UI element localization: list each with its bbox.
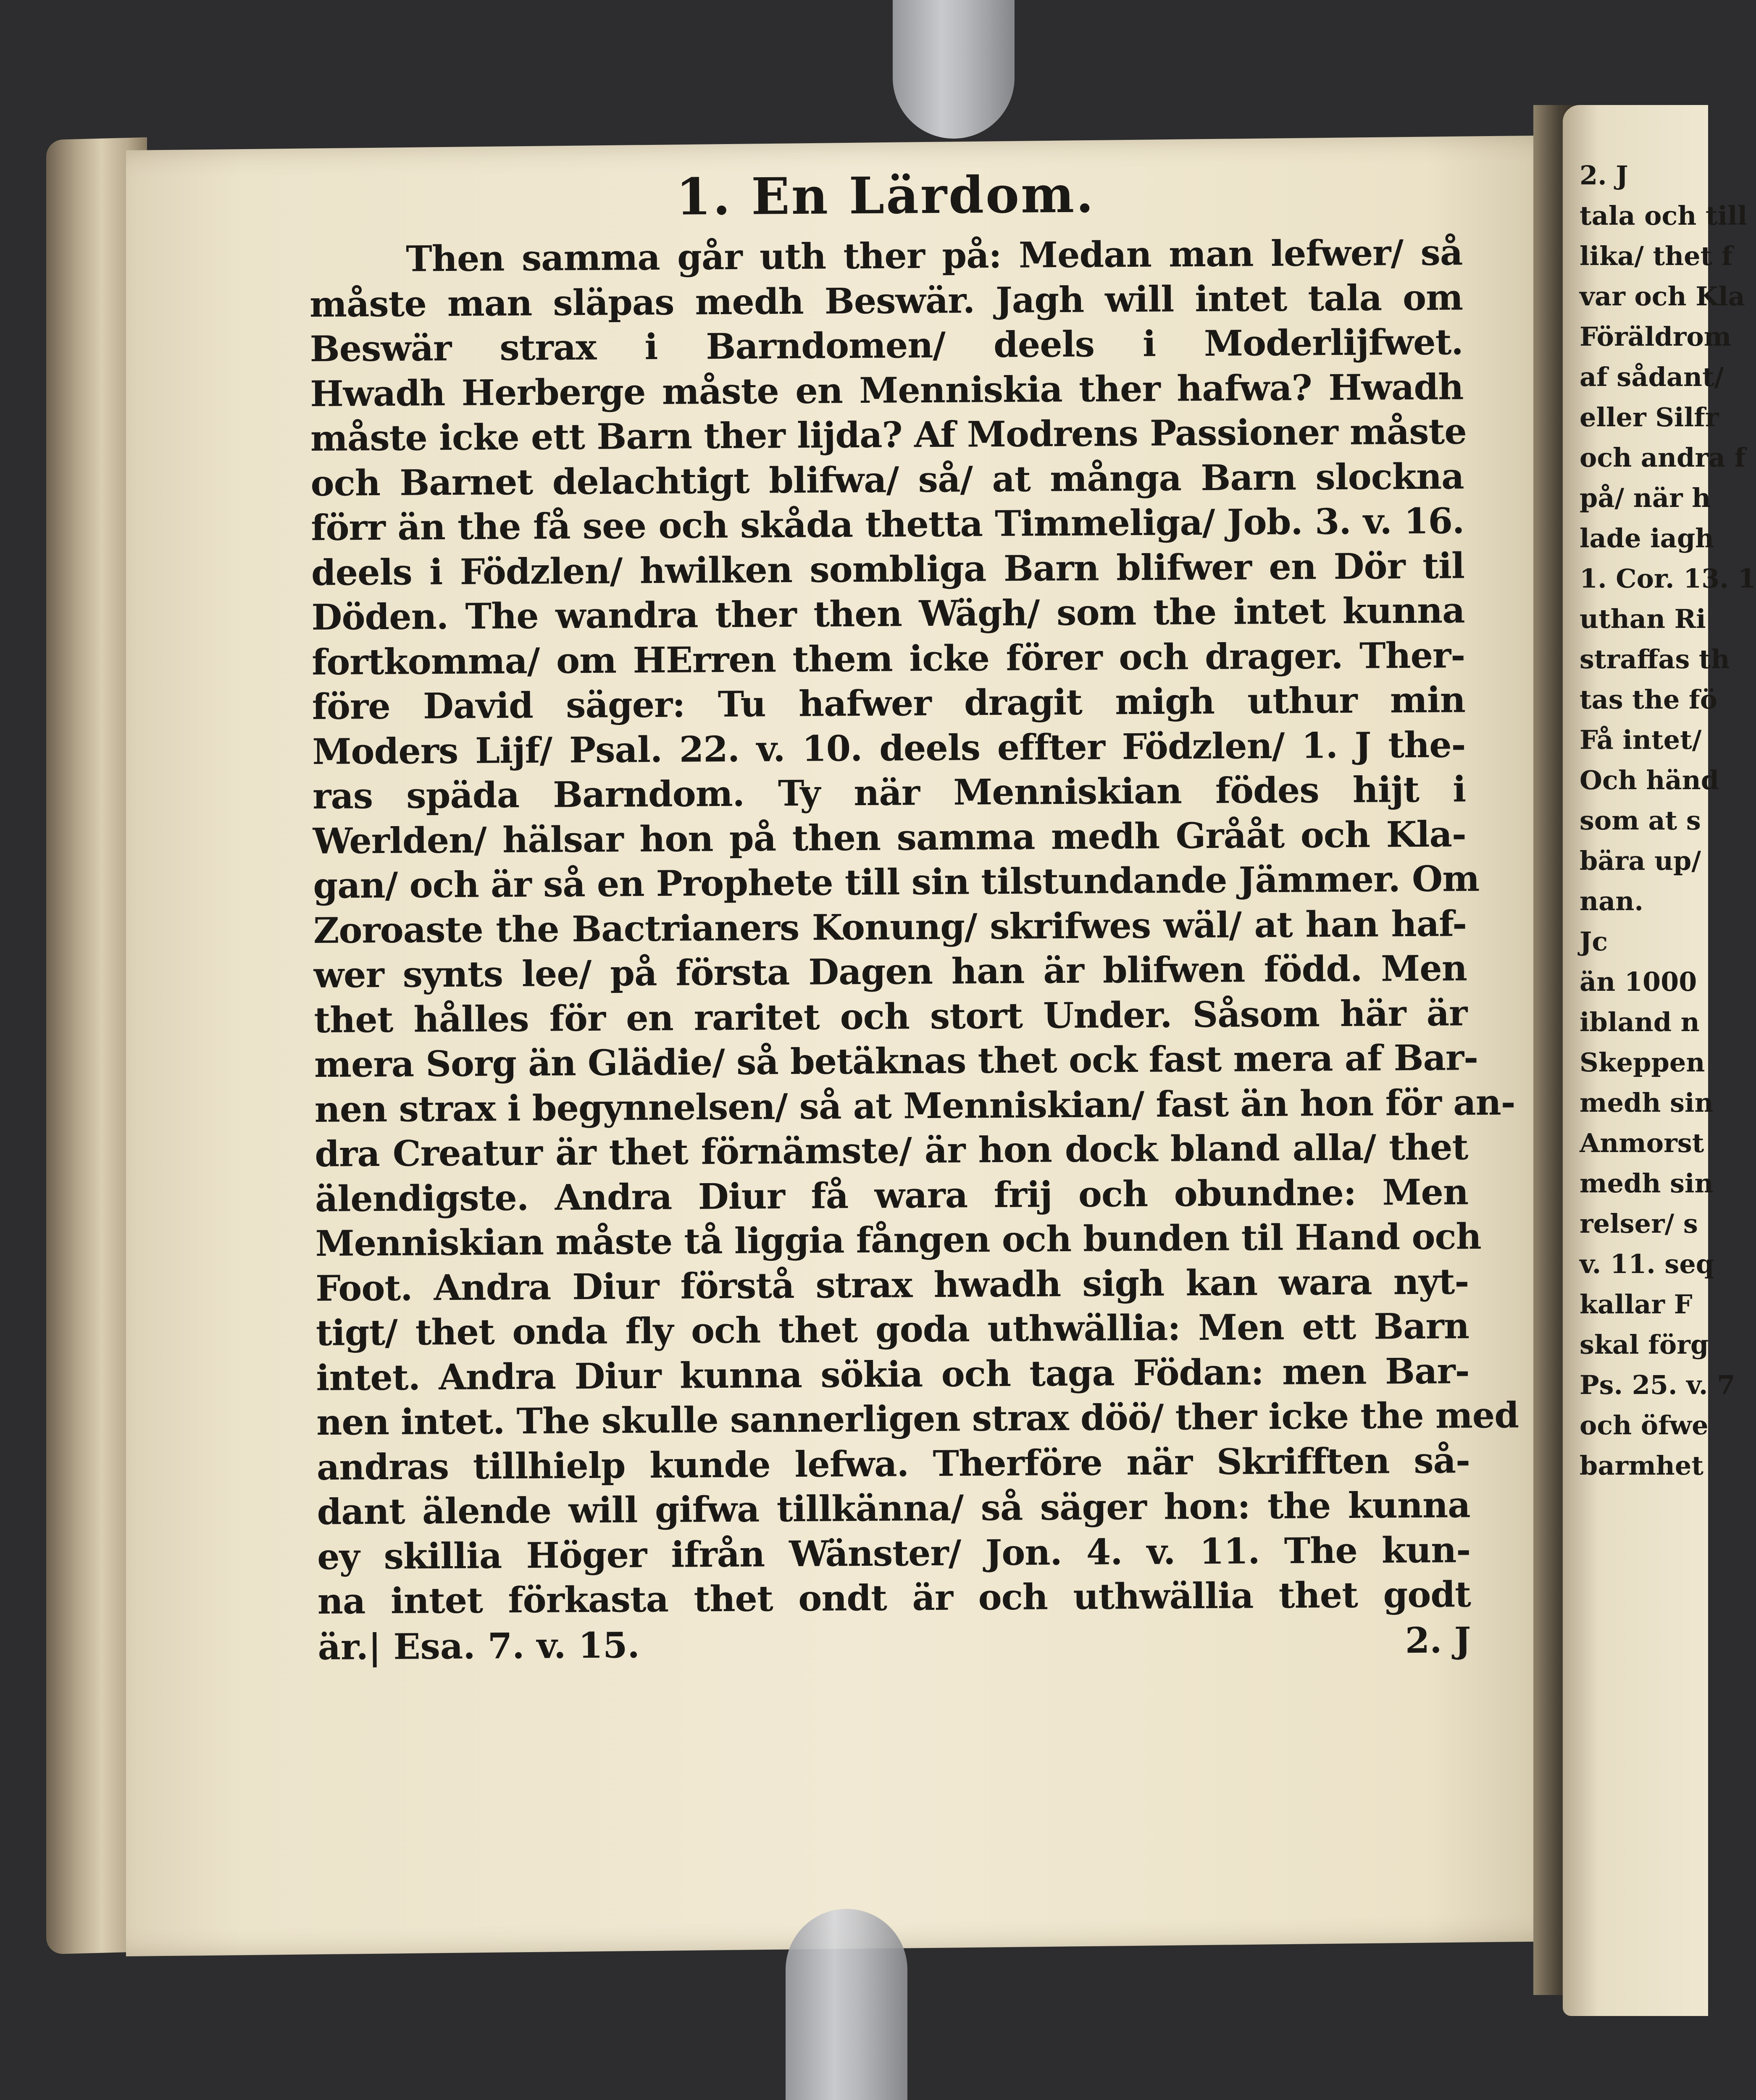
right-page-line: ibland n <box>1580 1007 1700 1037</box>
right-page-line: på/ när h <box>1580 483 1711 513</box>
bottom-clip <box>786 1909 907 2100</box>
text-line: ras späda Barndom. Ty när Menniskian födes hijt i <box>312 768 1466 817</box>
page-footer <box>318 1617 1471 1670</box>
text-line: älendigste. Andra Diur få wara frij och obundne: Men <box>315 1171 1469 1220</box>
right-page-line: af sådant/ <box>1580 362 1724 392</box>
text-line: gan/ och är så en Prophete till sin tilstundande Jämmer. Om <box>313 858 1480 906</box>
text-line: förr än the få see och skåda thetta Timmeliga/ Job. 3. v. 16. <box>310 500 1464 549</box>
right-page-line: uthan Ri <box>1580 604 1706 634</box>
right-page-line: lika/ thet f <box>1580 241 1733 271</box>
right-page-line: kallar F <box>1580 1289 1693 1320</box>
right-page-line: Få intet/ <box>1580 724 1702 755</box>
running-head: 1. En Lärdom. <box>676 165 1096 227</box>
right-page-line: Skeppen <box>1580 1047 1705 1078</box>
right-page-line: Anmorst <box>1580 1128 1704 1158</box>
text-line: före David säger: Tu hafwer dragit migh uthur min <box>312 679 1466 727</box>
right-page-line: medh sin <box>1580 1168 1714 1199</box>
body-text <box>309 230 1519 1624</box>
right-page-line: barmhet <box>1580 1450 1703 1481</box>
right-page-line: skal förg <box>1580 1329 1709 1360</box>
right-page-line: tala och till <box>1580 200 1748 231</box>
right-page-line: medh sin <box>1580 1087 1714 1118</box>
text-line: thet hålles för en raritet och stort Under. Såsom här är <box>314 992 1467 1041</box>
text-line: Beswär strax i Barndomen/ deels i Moderlijfwet. <box>310 321 1463 370</box>
right-page-line: som at s <box>1580 805 1701 836</box>
text-line: Döden. The wandra ther then Wägh/ som the intet kunna <box>311 589 1465 638</box>
right-page-line: än 1000 <box>1580 966 1697 997</box>
text-line: na intet förkasta thet ondt är och uthwällia thet godt <box>317 1573 1471 1622</box>
text-line: Hwadh Herberge måste en Menniskia ther hafwa? Hwadh <box>310 365 1464 415</box>
catchword: 2. J <box>1405 1619 1471 1661</box>
text-line: och Barnet delachtigt blifwa/ så/ at många Barn slockna <box>310 455 1464 504</box>
text-line: måste man släpas medh Beswär. Jagh will intet tala om <box>309 276 1463 325</box>
text-line: deels i Födzlen/ hwilken sombliga Barn blifwer en Dör til <box>311 544 1465 593</box>
text-line: måste icke ett Barn ther lijda? Af Modrens Passioner måste <box>310 410 1467 459</box>
right-page-line: och andra f <box>1580 442 1746 473</box>
text-line: Menniskian måste tå liggia fången och bunden til Hand och <box>315 1215 1481 1264</box>
top-clip <box>893 0 1015 139</box>
text-line: Then samma går uth ther på: Medan man lefwer/ så <box>406 231 1463 280</box>
right-page-line: Jc <box>1580 926 1608 957</box>
text-line: wer synts lee/ på första Dagen han är blifwen född. Men <box>313 947 1467 996</box>
text-line: intet. Andra Diur kunna sökia och taga Födan: men Bar- <box>316 1349 1469 1399</box>
text-line: Werlden/ hälsar hon på then samma medh Grååt och Kla- <box>313 813 1467 862</box>
text-line: nen strax i begynnelsen/ så at Menniskian/ fast än hon för an- <box>314 1081 1515 1130</box>
text-line: dra Creatur är thet förnämste/ är hon dock bland alla/ thet <box>315 1126 1468 1175</box>
right-page-line: Och händ <box>1580 765 1719 795</box>
right-page-line: eller Silfr <box>1580 402 1719 433</box>
right-page-line: 2. J <box>1580 160 1628 191</box>
right-page-line: nan. <box>1580 886 1643 916</box>
footer-reference: är.| Esa. 7. v. 15. <box>318 1624 640 1668</box>
text-line: mera Sorg än Glädie/ så betäknas thet ock fast mera af Bar- <box>314 1037 1478 1085</box>
right-page <box>1563 105 1756 2016</box>
text-line: Moders Lijf/ Psal. 22. v. 10. deels effter Födzlen/ 1. J the- <box>312 723 1466 772</box>
text-line: Foot. Andra Diur förstå strax hwadh sigh kan wara nyt- <box>315 1260 1469 1309</box>
right-page-line: bära up/ <box>1580 845 1701 876</box>
text-line: andras tillhielp kunde lefwa. Therföre när Skrifften så- <box>316 1439 1470 1488</box>
page-text <box>309 159 1519 1670</box>
right-page-line: Ps. 25. v. 7 <box>1580 1370 1735 1400</box>
text-line: fortkomma/ om HErren them icke förer och drager. Ther- <box>311 634 1465 683</box>
right-page-line: Föräldrom <box>1580 321 1732 352</box>
right-page-text <box>1580 155 1756 1486</box>
right-page-line: v. 11. seq <box>1580 1249 1714 1279</box>
right-page-line: och öfwe <box>1580 1410 1709 1441</box>
right-page-line: tas the fö <box>1580 684 1718 715</box>
right-page-line: straffas th <box>1580 644 1730 675</box>
text-line: ey skillia Höger ifrån Wänster/ Jon. 4. v. 11. The kun- <box>317 1528 1471 1578</box>
text-line: dant älende will gifwa tillkänna/ så säger hon: the kunna <box>317 1484 1470 1533</box>
right-page-line: 1. Cor. 13. 1 <box>1580 563 1756 594</box>
right-page-line: var och Kla <box>1580 281 1745 312</box>
text-line: Zoroaste the Bactrianers Konung/ skrifwes wäl/ at han haf- <box>313 902 1467 951</box>
right-page-line: relser/ s <box>1580 1208 1698 1239</box>
text-line: nen intet. The skulle sannerligen strax döö/ ther icke the med <box>316 1394 1519 1443</box>
right-page-line: lade iagh <box>1580 523 1714 554</box>
text-line: tigt/ thet onda fly och thet goda uthwällia: Men ett Barn <box>315 1305 1469 1354</box>
